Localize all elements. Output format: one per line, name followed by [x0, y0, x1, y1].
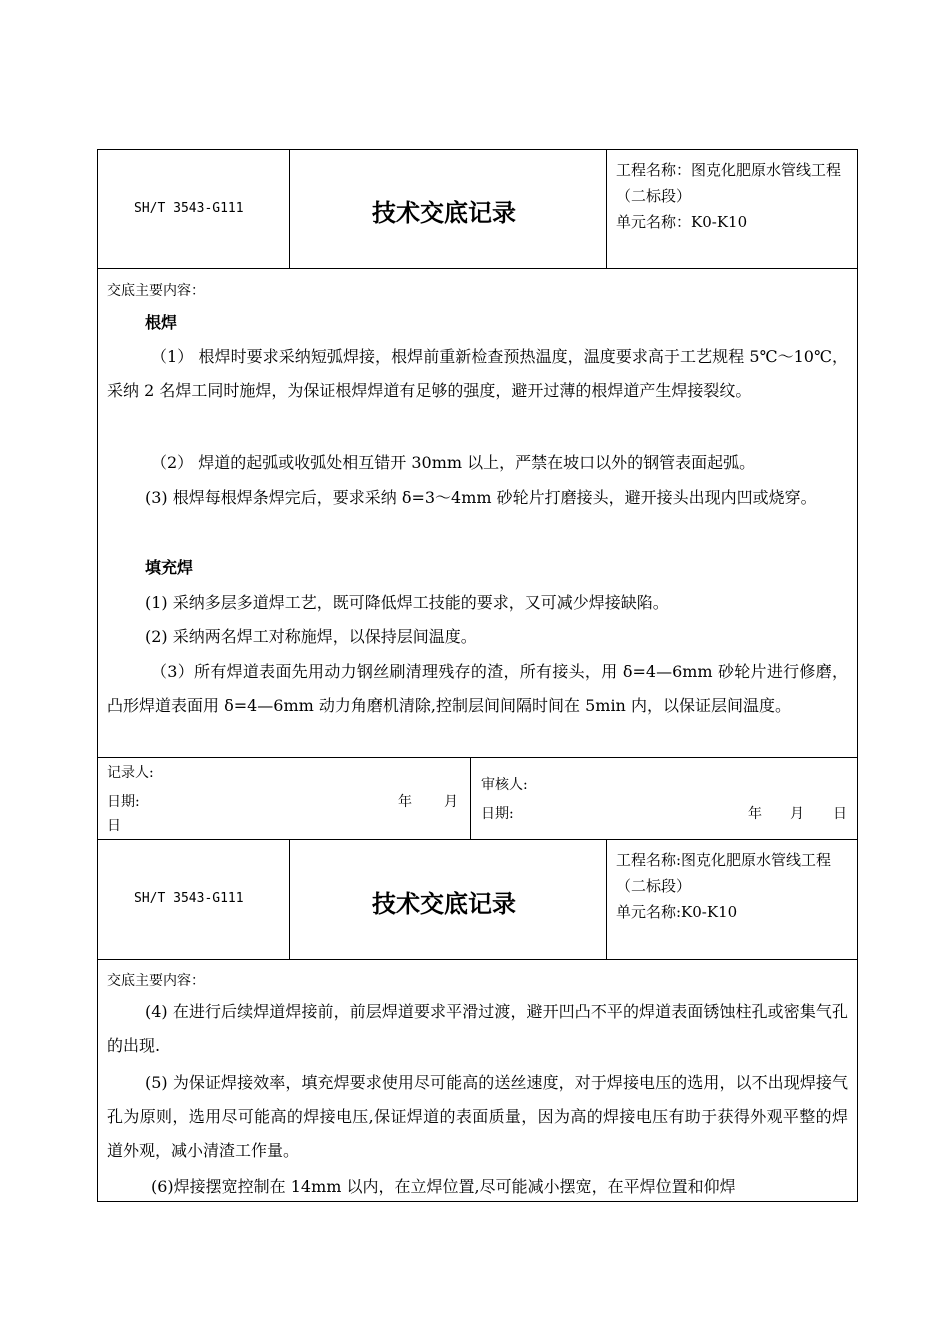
recorder-date-month: 月 [444, 794, 458, 810]
form-title-2: 技术交底记录 [372, 890, 516, 918]
review-date-month: 月 [790, 806, 804, 822]
fill-paragraph-2: (2) 采纳两名焊工对称施焊，以保持层间温度。 [145, 627, 477, 646]
review-date-label: 日期: [481, 806, 514, 822]
heading-fill-welding: 填充焊 [145, 558, 194, 577]
paragraph-6: (6)焊接摆宽控制在 14mm 以内，在立焊位置,尽可能减小摆宽，在平焊位置和仰焊 [151, 1177, 736, 1196]
reviewer-label: 审核人: [481, 777, 528, 793]
project-name-2: 工程名称:图克化肥原水管线工程（二标段） [616, 851, 832, 895]
paragraph-4: (4) 在进行后续焊道焊接前，前层焊道要求平滑过渡，避开凹凸不平的焊道表面锈蚀柱孔或密集气孔的出现. [107, 1002, 848, 1055]
recorder-date-day: 日 [107, 818, 121, 834]
unit-name-2: 单元名称:K0-K10 [616, 903, 738, 921]
unit-name: 单元名称：K0-K10 [616, 213, 748, 231]
heading-root-welding: 根焊 [145, 313, 178, 332]
fill-paragraph-1: (1) 采纳多层多道焊工艺，既可降低焊工技能的要求，又可减少焊接缺陷。 [145, 593, 669, 612]
recorder-date-year: 年 [398, 794, 412, 810]
root-paragraph-3: (3) 根焊每根焊条焊完后，要求采纳 δ=3～4mm 砂轮片打磨接头，避开接头出现内凹或烧穿。 [145, 488, 817, 507]
project-info-2 [616, 847, 852, 925]
project-name: 工程名称：图克化肥原水管线工程（二标段） [616, 161, 842, 205]
form-code-2: SH/T 3543-G111 [134, 891, 244, 906]
root-paragraph-1: （1） 根焊时要求采纳短弧焊接，根焊前重新检查预热温度，温度要求高于工艺规程 5℃～10℃，采纳 2 名焊工同时施焊，为保证根焊焊道有足够的强度，避开过薄的根焊道产生焊接裂纹。 [107, 347, 848, 400]
root-paragraph-2: （2） 焊道的起弧或收弧处相互错开 30mm 以上，严禁在坡口以外的钢管表面起弧。 [151, 453, 756, 472]
recorder-date-label: 日期: [107, 794, 140, 810]
review-date-year: 年 [748, 806, 762, 822]
recorder-label: 记录人: [107, 765, 154, 781]
content-label-2: 交底主要内容： [107, 973, 205, 989]
paragraph-5: (5) 为保证焊接效率，填充焊要求使用尽可能高的送丝速度，对于焊接电压的选用，以不出现焊接气孔为原则，选用尽可能高的焊接电压,保证焊道的表面质量，因为高的焊接电压有助于获得外观平整的焊道外观，减小清渣工作量。 [107, 1073, 848, 1160]
review-date-day: 日 [833, 806, 847, 822]
fill-paragraph-3: （3）所有焊道表面先用动力钢丝刷清理残存的渣，所有接头，用 δ=4—6mm 砂轮片进行修磨，凸形焊道表面用 δ=4—6mm 动力角磨机清除,控制层间间隔时间在 5min 内，以保证层间温度。 [107, 662, 848, 715]
form-code: SH/T 3543-G111 [134, 201, 244, 216]
form-title: 技术交底记录 [372, 199, 516, 227]
project-info [616, 157, 852, 235]
content-label: 交底主要内容： [107, 283, 205, 299]
